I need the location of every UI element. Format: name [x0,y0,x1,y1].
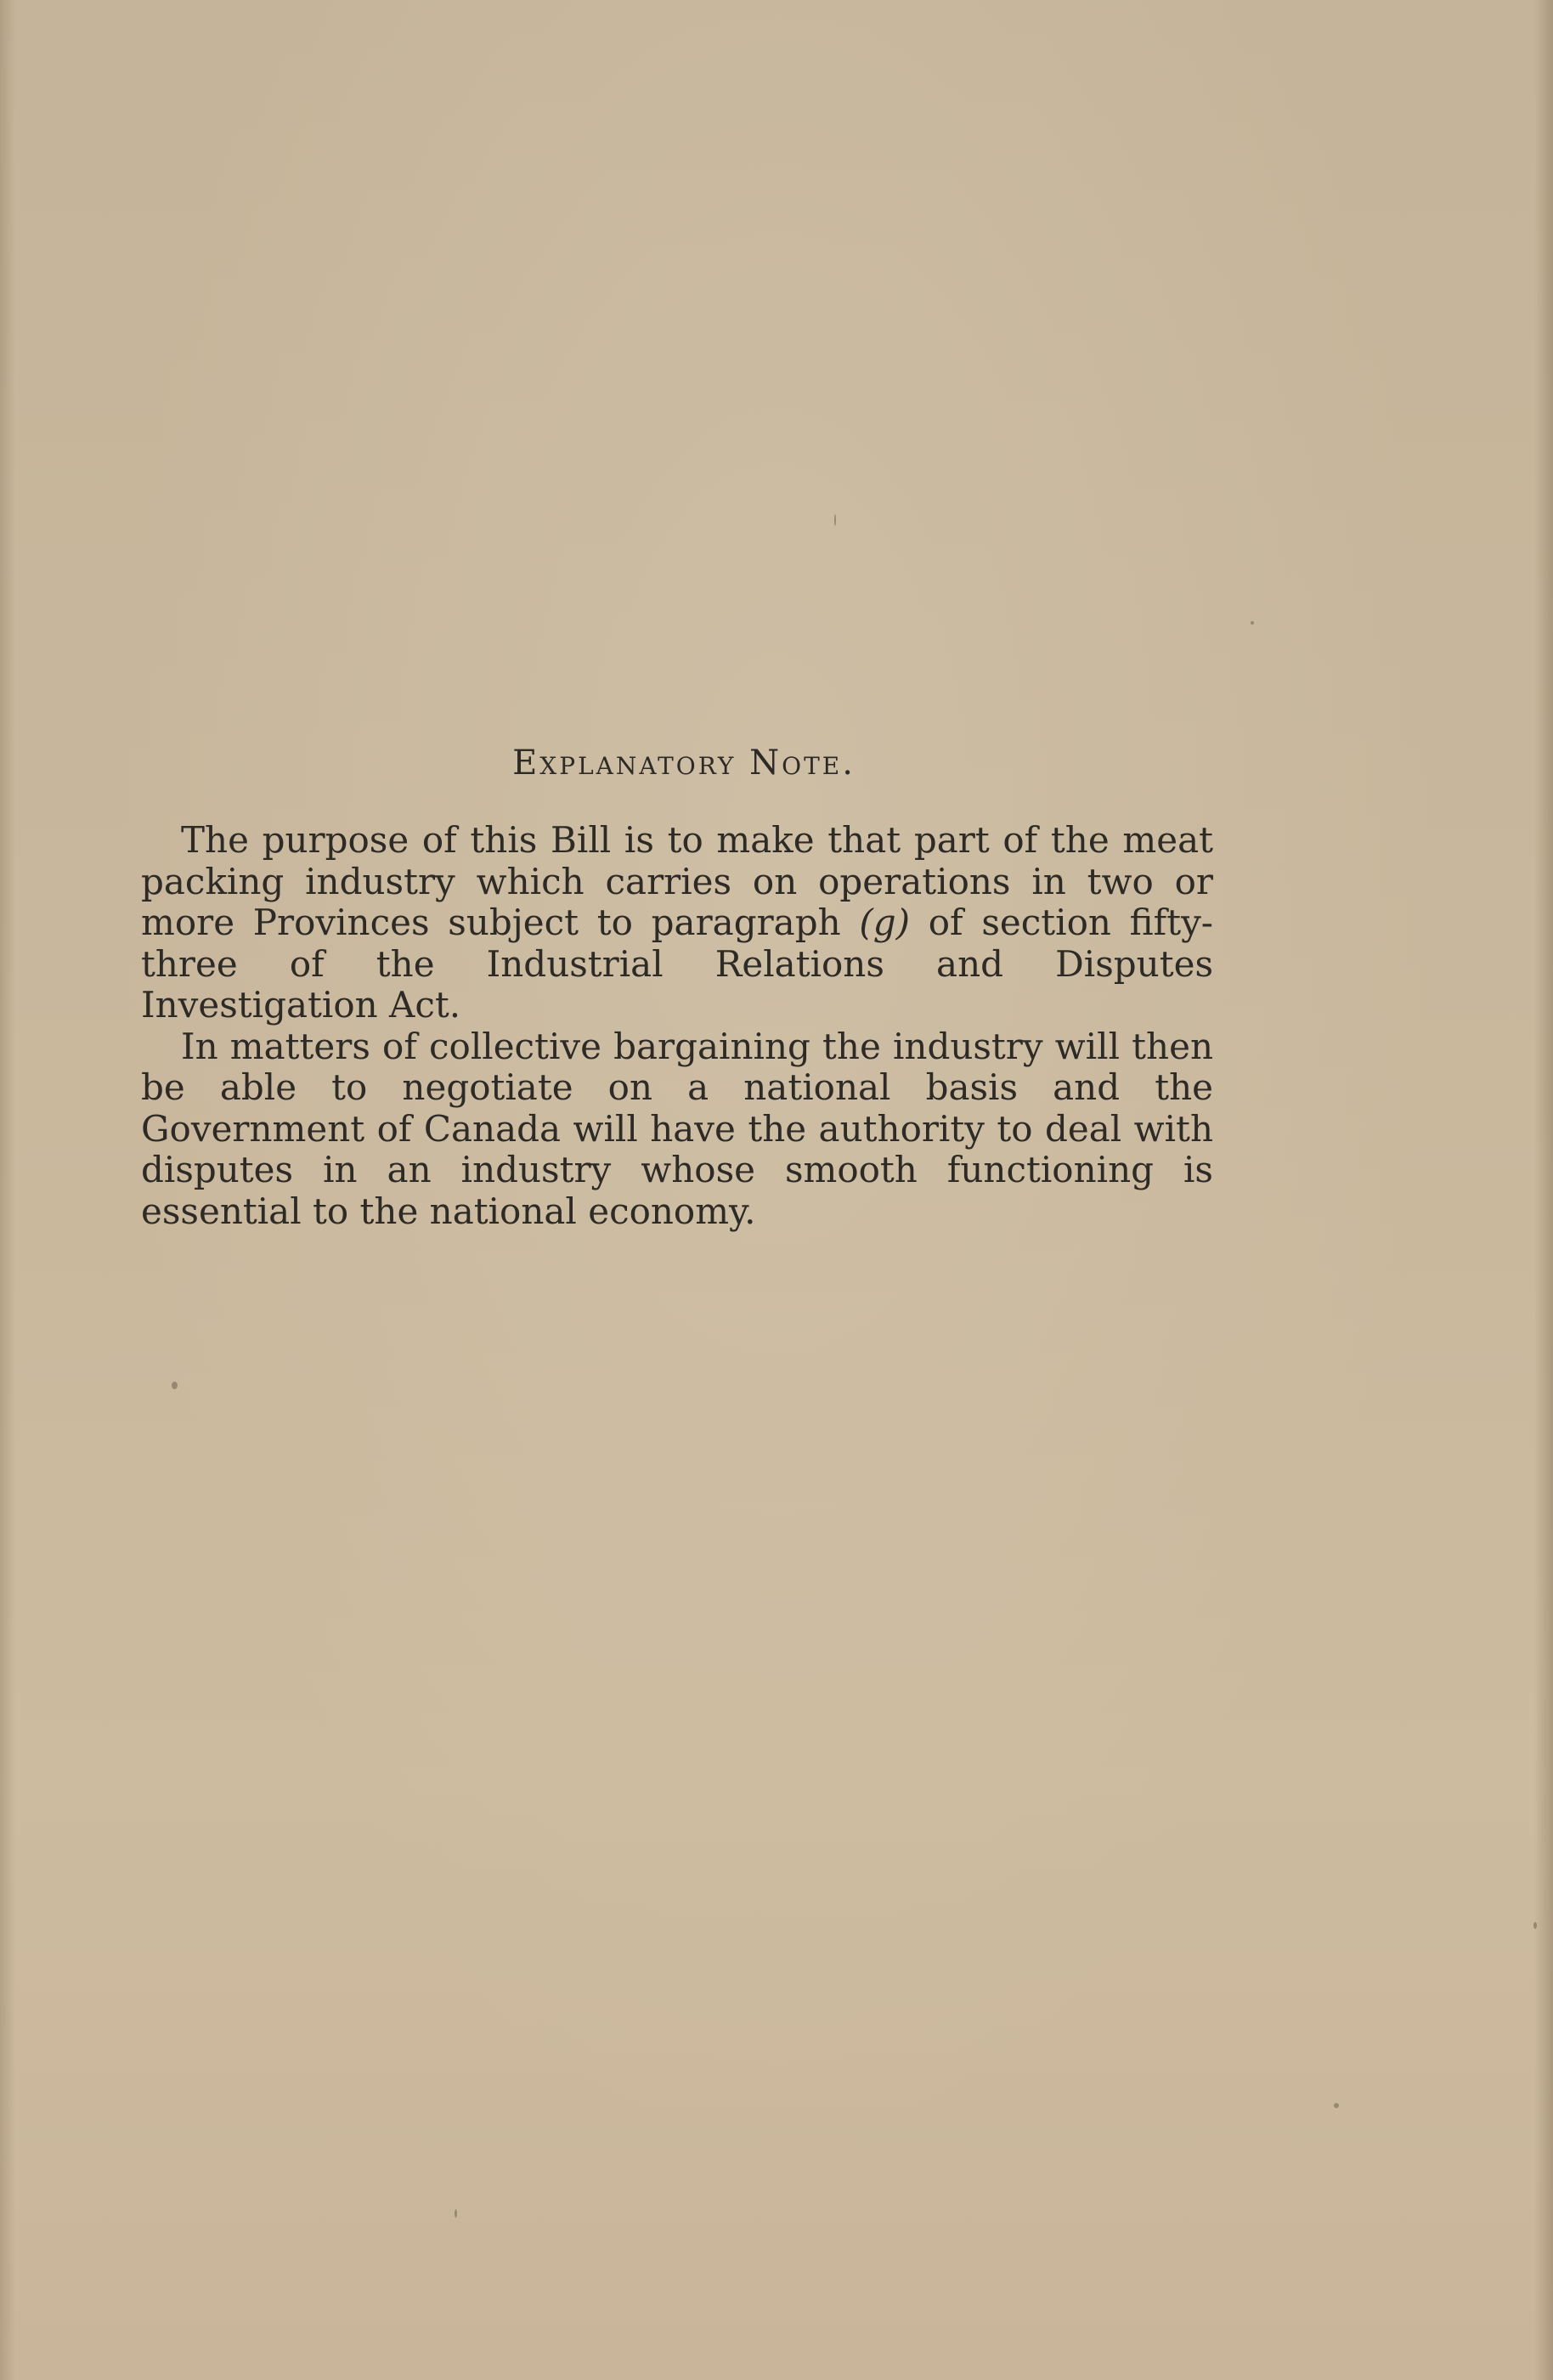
note-paragraph-2: In matters of collective bargaining the industry will then be able to negotiate on a national basis and the Government of Canada will have the authority to deal with disputes in an industry whose smooth functioning is essential to the national economy. [141,1025,1213,1232]
explanatory-note [141,743,1213,1232]
paper-speck [172,1382,178,1389]
note-paragraph-1 [141,820,1213,1026]
page-edge-shadow-left [0,0,15,2380]
paragraph-reference: (g) [859,902,911,943]
paper-speck [1533,1922,1537,1929]
paper-speck [455,2209,457,2218]
note-heading: Explanatory Note. [512,743,856,783]
paper-speck [1334,2103,1339,2108]
note-paragraph-1-text-start: The purpose of this Bill is to make that part of the meat packing industry which carries on operations in two or more Provinces subject to paragraph [141,819,1213,943]
page-edge-shadow-right [1534,0,1553,2380]
paper-speck [1251,621,1254,625]
paper-speck [834,514,836,526]
note-paragraph-1-text-end: of section fifty-three of the Industrial Relations and Disputes Investigation Act. [141,902,1213,1026]
